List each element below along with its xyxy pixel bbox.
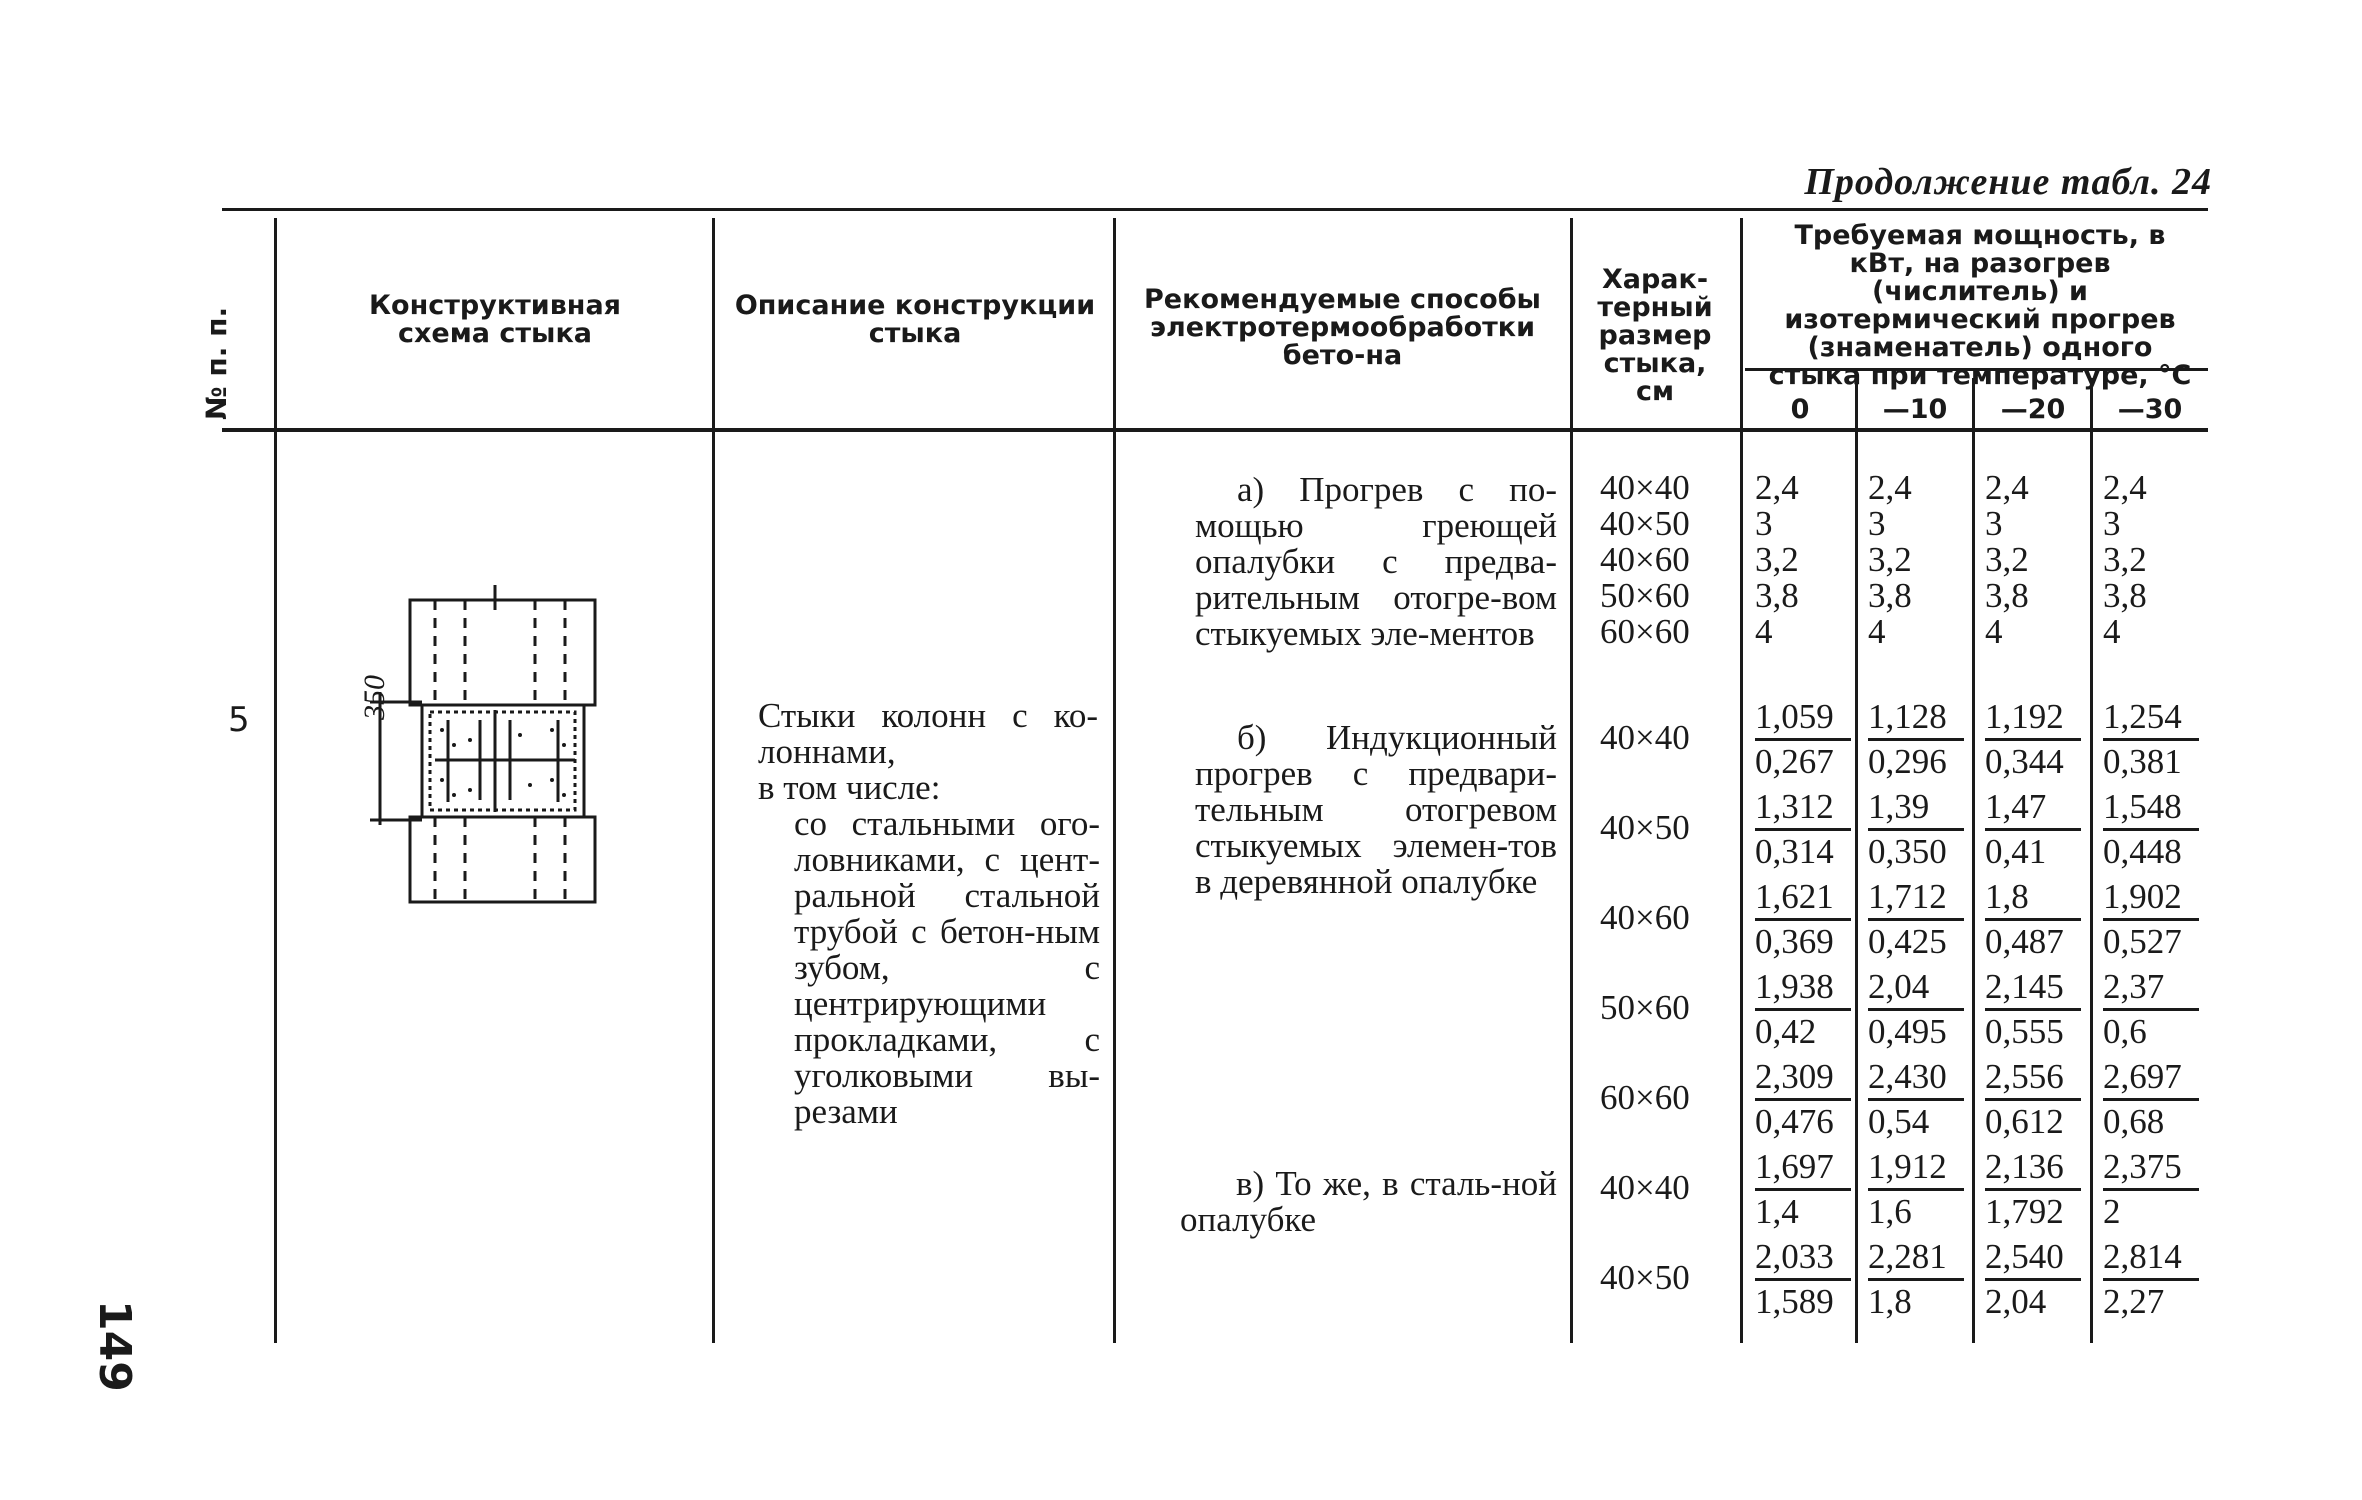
fraction-denominator: 0,267 <box>1755 742 1834 781</box>
group-bc-fraction <box>1868 1236 1964 1323</box>
col-divider-2 <box>712 218 715 1343</box>
group-bc-fraction <box>1755 966 1851 1053</box>
fraction-numerator: 1,312 <box>1755 786 1851 831</box>
fraction-denominator: 0,296 <box>1868 742 1947 781</box>
group-a-value: 4 <box>1868 612 1886 651</box>
group-a-value: 3,8 <box>2103 576 2147 615</box>
group-a-value: 3 <box>1755 504 1773 543</box>
page-number: 149 <box>89 1300 140 1392</box>
group-bc-size: 40×50 <box>1600 1258 1690 1297</box>
group-a-value: 3 <box>2103 504 2121 543</box>
fraction-numerator: 2,540 <box>1985 1236 2081 1281</box>
fraction-numerator: 1,621 <box>1755 876 1851 921</box>
group-bc-fraction <box>1868 966 1964 1053</box>
group-bc-fraction <box>1868 1146 1964 1233</box>
group-bc-fraction <box>2103 786 2199 873</box>
group-bc-size: 40×40 <box>1600 1168 1690 1207</box>
fraction-numerator: 2,814 <box>2103 1236 2199 1281</box>
header-scheme: Конструктивная схема стыка <box>368 290 622 349</box>
group-bc-size: 40×40 <box>1600 718 1690 757</box>
group-bc-fraction <box>1755 1236 1851 1323</box>
fraction-denominator: 0,314 <box>1755 832 1834 871</box>
fraction-numerator: 1,902 <box>2103 876 2199 921</box>
header-temp-30: —30 <box>2117 394 2183 425</box>
group-bc-fraction <box>1985 966 2081 1053</box>
header-number: № п. п. <box>200 306 233 420</box>
group-a-value: 2,4 <box>2103 468 2147 507</box>
fraction-numerator: 1,548 <box>2103 786 2199 831</box>
method-a: а) Прогрев с по-мощью греющей опалубки с предва-рительным отогре-вом стыкуемых эле-ментов <box>1195 470 1557 653</box>
col-divider-7 <box>1972 378 1975 1343</box>
fraction-denominator: 0,495 <box>1868 1012 1947 1051</box>
group-bc-fraction <box>1868 1056 1964 1143</box>
fraction-numerator: 2,697 <box>2103 1056 2199 1101</box>
fraction-numerator: 1,697 <box>1755 1146 1851 1191</box>
col-divider-1 <box>274 218 277 1343</box>
group-bc-fraction <box>1755 1056 1851 1143</box>
fraction-denominator: 0,381 <box>2103 742 2182 781</box>
group-a-size: 60×60 <box>1600 612 1690 651</box>
group-bc-size: 40×50 <box>1600 808 1690 847</box>
fraction-denominator: 0,448 <box>2103 832 2182 871</box>
fraction-denominator: 0,476 <box>1755 1102 1834 1141</box>
description-line-3: со стальными ого-ловниками, с цент-ральной стальной трубой с бетон-ным зубом, с центрирующими прокладками, с уголковыми вы-резами <box>794 804 1100 1131</box>
fraction-numerator: 1,938 <box>1755 966 1851 1011</box>
group-a-value: 3,8 <box>1868 576 1912 615</box>
fraction-denominator: 1,8 <box>1868 1282 1912 1321</box>
fraction-numerator: 2,430 <box>1868 1056 1964 1101</box>
fraction-numerator: 1,712 <box>1868 876 1964 921</box>
fraction-numerator: 2,309 <box>1755 1056 1851 1101</box>
header-size: Харак-терный размер стыка, см <box>1597 264 1713 407</box>
header-temp-10: —10 <box>1882 394 1948 425</box>
fraction-denominator: 0,425 <box>1868 922 1947 961</box>
fraction-denominator: 0,42 <box>1755 1012 1817 1051</box>
header-description: Описание конструкции стыка <box>734 290 1096 349</box>
group-a-size: 40×60 <box>1600 540 1690 579</box>
group-a-size: 40×50 <box>1600 504 1690 543</box>
group-bc-fraction <box>1755 1146 1851 1233</box>
fraction-numerator: 1,128 <box>1868 696 1964 741</box>
group-bc-fraction <box>2103 1146 2199 1233</box>
fraction-denominator: 0,6 <box>2103 1012 2147 1051</box>
group-bc-fraction <box>1755 696 1851 783</box>
group-bc-fraction <box>1755 786 1851 873</box>
group-a-value: 2,4 <box>1985 468 2029 507</box>
fraction-denominator: 0,527 <box>2103 922 2182 961</box>
group-a-value: 3 <box>1868 504 1886 543</box>
fraction-denominator: 0,344 <box>1985 742 2064 781</box>
group-bc-fraction <box>2103 966 2199 1053</box>
fraction-denominator: 0,68 <box>2103 1102 2165 1141</box>
group-a-value: 3,2 <box>1985 540 2029 579</box>
fraction-numerator: 1,912 <box>1868 1146 1964 1191</box>
group-a-value: 3 <box>1985 504 2003 543</box>
fraction-denominator: 2,04 <box>1985 1282 2047 1321</box>
header-power: Требуемая мощность, в кВт, на разогрев (числитель) и изотермический прогрев (знаменатель) одного стыка при температуре, °С <box>1768 220 2192 391</box>
description-line-2: в том числе: <box>758 768 941 807</box>
fraction-numerator: 2,145 <box>1985 966 2081 1011</box>
group-bc-fraction <box>1985 1056 2081 1143</box>
method-b: б) Индукционный прогрев с предвари-тельным отогревом стыкуемых элемен-тов в деревянной опалубке <box>1195 718 1557 901</box>
group-bc-fraction <box>1985 1236 2081 1323</box>
group-a-value: 2,4 <box>1868 468 1912 507</box>
fraction-numerator: 2,136 <box>1985 1146 2081 1191</box>
fraction-denominator: 1,4 <box>1755 1192 1799 1231</box>
group-bc-fraction <box>1985 876 2081 963</box>
group-a-value: 3,2 <box>2103 540 2147 579</box>
group-bc-fraction <box>1985 696 2081 783</box>
fraction-numerator: 1,192 <box>1985 696 2081 741</box>
fraction-denominator: 2 <box>2103 1192 2121 1231</box>
group-bc-fraction <box>2103 696 2199 783</box>
group-a-size: 40×40 <box>1600 468 1690 507</box>
group-a-value: 4 <box>1985 612 2003 651</box>
fraction-numerator: 1,8 <box>1985 876 2081 921</box>
group-bc-fraction <box>1755 876 1851 963</box>
fraction-numerator: 2,033 <box>1755 1236 1851 1281</box>
fraction-denominator: 1,792 <box>1985 1192 2064 1231</box>
group-bc-fraction <box>1868 876 1964 963</box>
group-a-size: 50×60 <box>1600 576 1690 615</box>
fraction-denominator: 0,555 <box>1985 1012 2064 1051</box>
group-bc-fraction <box>1985 1146 2081 1233</box>
header-temp-0: 0 <box>1790 394 1810 425</box>
group-a-value: 4 <box>2103 612 2121 651</box>
col-divider-8 <box>2090 378 2093 1343</box>
fraction-numerator: 2,281 <box>1868 1236 1964 1281</box>
row-number: 5 <box>228 700 250 740</box>
fraction-numerator: 1,47 <box>1985 786 2081 831</box>
group-bc-fraction <box>2103 876 2199 963</box>
group-bc-fraction <box>2103 1056 2199 1143</box>
method-c: в) То же, в сталь-ной опалубке <box>1180 1164 1557 1239</box>
fraction-denominator: 2,27 <box>2103 1282 2165 1321</box>
description-line-1: Стыки колонн с ко-лоннами, <box>758 696 1098 771</box>
fraction-denominator: 0,612 <box>1985 1102 2064 1141</box>
header-temp-20: —20 <box>2000 394 2066 425</box>
group-a-value: 3,2 <box>1755 540 1799 579</box>
col-divider-4 <box>1570 218 1573 1343</box>
fraction-numerator: 2,04 <box>1868 966 1964 1011</box>
group-bc-fraction <box>1985 786 2081 873</box>
fraction-numerator: 2,375 <box>2103 1146 2199 1191</box>
table-caption: Продолжение табл. 24 <box>1804 161 2212 203</box>
fraction-denominator: 0,54 <box>1868 1102 1930 1141</box>
header-bottom-rule <box>222 428 2208 432</box>
fraction-denominator: 0,369 <box>1755 922 1834 961</box>
fraction-denominator: 0,41 <box>1985 832 2047 871</box>
col-divider-5 <box>1740 218 1743 1343</box>
fraction-denominator: 0,487 <box>1985 922 2064 961</box>
group-a-value: 3,2 <box>1868 540 1912 579</box>
fraction-numerator: 1,254 <box>2103 696 2199 741</box>
group-a-value: 2,4 <box>1755 468 1799 507</box>
fraction-denominator: 1,6 <box>1868 1192 1912 1231</box>
group-bc-size: 50×60 <box>1600 988 1690 1027</box>
group-a-value: 3,8 <box>1985 576 2029 615</box>
fraction-numerator: 1,39 <box>1868 786 1964 831</box>
group-bc-fraction <box>2103 1236 2199 1323</box>
col-divider-3 <box>1113 218 1116 1343</box>
group-bc-fraction <box>1868 696 1964 783</box>
fraction-numerator: 2,556 <box>1985 1056 2081 1101</box>
col-divider-6 <box>1855 378 1858 1343</box>
fraction-numerator: 2,37 <box>2103 966 2199 1011</box>
group-a-value: 4 <box>1755 612 1773 651</box>
group-a-value: 3,8 <box>1755 576 1799 615</box>
group-bc-fraction <box>1868 786 1964 873</box>
fraction-numerator: 1,059 <box>1755 696 1851 741</box>
scheme-dimension-label: 350 <box>358 675 391 720</box>
joint-scheme-drawing <box>330 580 630 910</box>
group-bc-size: 60×60 <box>1600 1078 1690 1117</box>
table-top-rule <box>222 208 2208 211</box>
header-methods: Рекомендуемые способы электротермообработки бето-на <box>1144 284 1541 371</box>
group-bc-size: 40×60 <box>1600 898 1690 937</box>
fraction-denominator: 0,350 <box>1868 832 1947 871</box>
fraction-denominator: 1,589 <box>1755 1282 1834 1321</box>
